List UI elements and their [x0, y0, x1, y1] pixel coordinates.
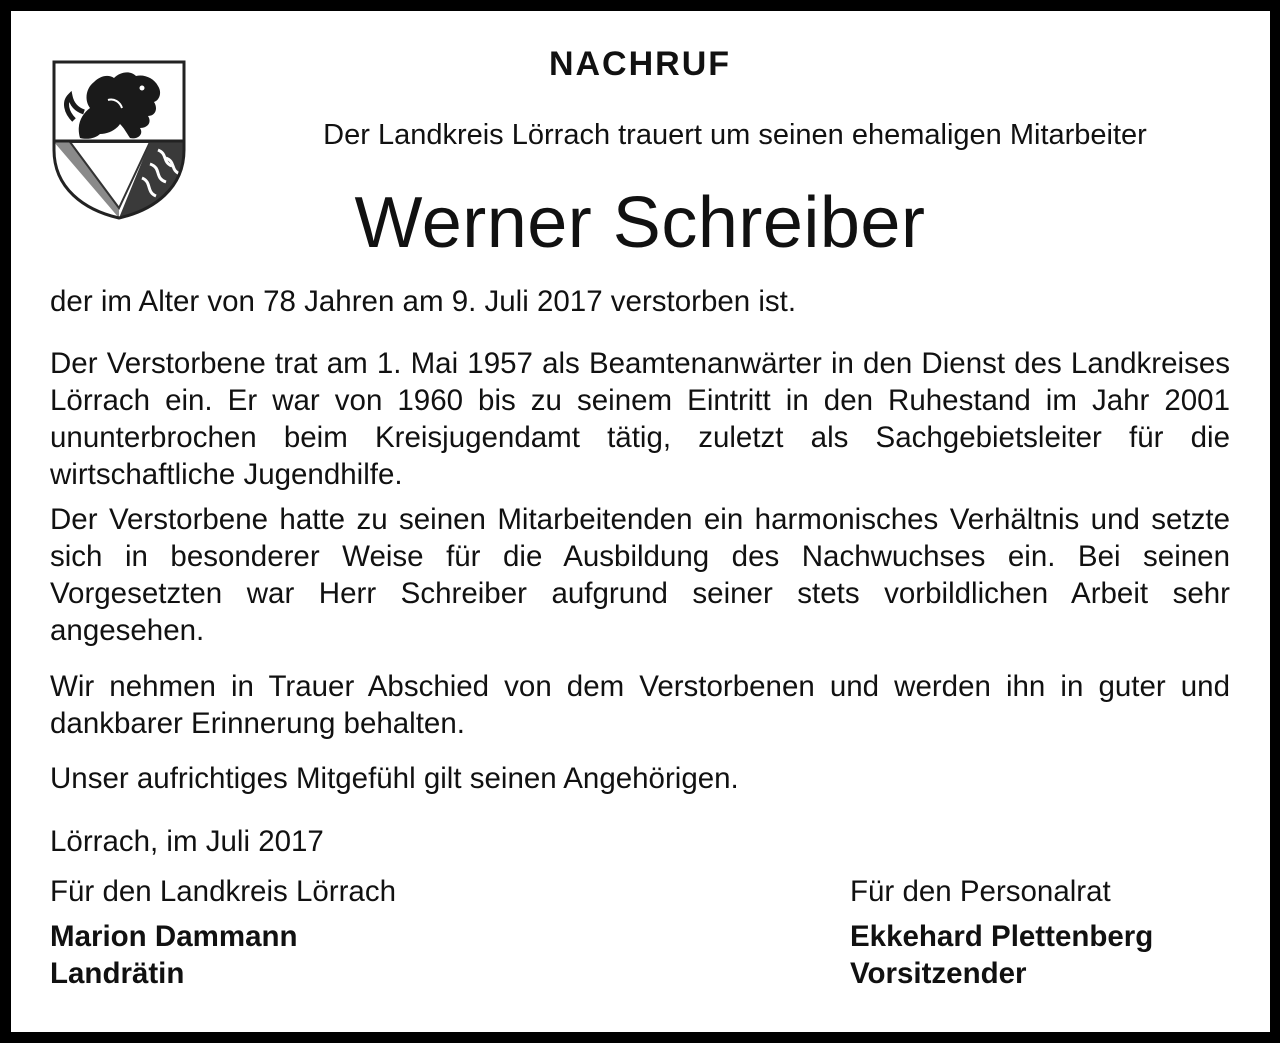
signature-org: Für den Personalrat: [850, 875, 1111, 908]
farewell-paragraph: Wir nehmen in Trauer Abschied von dem Verstorbenen und werden ihn in guter und dankbarer Erinnerung behalten.: [50, 670, 1230, 740]
career-paragraph: Der Verstorbene trat am 1. Mai 1957 als Beamtenanwärter in den Dienst des Landkreises Lörrach ein. Er war von 1960 bis zu seinem Eintritt in den Ruhestand im Jahr 2001 ununterbrochen beim Kreisjugendamt tätig, zuletzt als Sachgebietsleiter für die wirtschaftliche Jugendhilfe.: [50, 347, 1230, 491]
sympathy-paragraph: Unser aufrichtiges Mitgefühl gilt seinen Angehörigen.: [50, 762, 739, 795]
signature-person: Ekkehard Plettenberg: [850, 920, 1154, 953]
signature-block-district: [50, 873, 396, 992]
signature-org: Für den Landkreis Lörrach: [50, 875, 396, 908]
deceased-name: Werner Schreiber: [354, 183, 926, 263]
signature-block-staff-council: [850, 873, 1153, 992]
signature-role: Landrätin: [50, 957, 185, 990]
death-line: der im Alter von 78 Jahren am 9. Juli 2017 verstorben ist.: [50, 285, 797, 318]
signature-role: Vorsitzender: [850, 957, 1027, 990]
character-paragraph: Der Verstorbene hatte zu seinen Mitarbeitenden ein harmonisches Verhältnis und setzte sich in besonderer Weise für die Ausbildung des Nachwuchses ein. Bei seinen Vorgesetzten war Herr Schreiber aufgrund seiner stets vorbildlichen Arbeit sehr angesehen.: [50, 503, 1230, 647]
notice-heading: NACHRUF: [548, 45, 732, 83]
notice-subheading: Der Landkreis Lörrach trauert um seinen ehemaligen Mitarbeiter: [323, 119, 1147, 151]
place-date: Lörrach, im Juli 2017: [50, 825, 324, 858]
signature-person: Marion Dammann: [50, 920, 298, 953]
